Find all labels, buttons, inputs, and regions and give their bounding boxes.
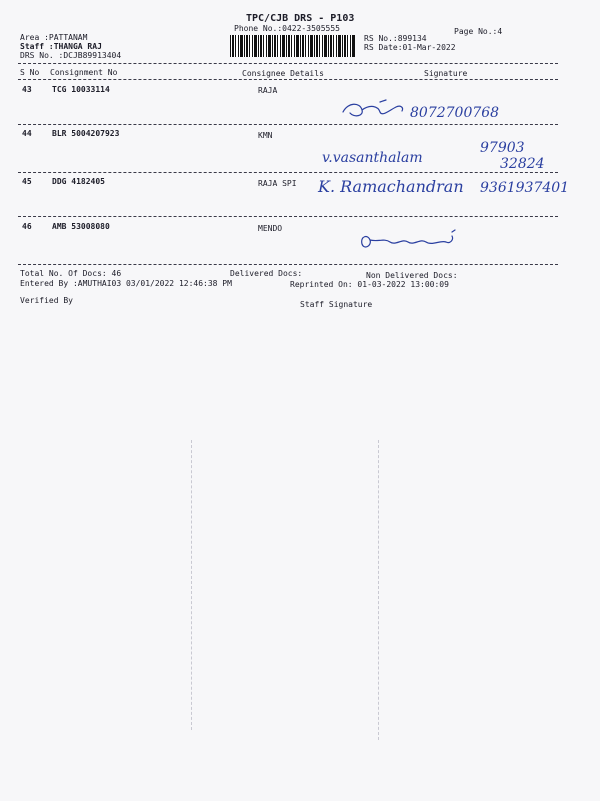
- handwritten-phone: 8072700768: [410, 105, 500, 121]
- row-consignee: RAJA: [258, 86, 278, 95]
- divider: [18, 216, 558, 217]
- row-sno: 43: [22, 85, 32, 94]
- handwritten-name: K. Ramachandran: [318, 177, 464, 196]
- page-number: Page No.:4: [454, 27, 503, 36]
- staff-label: Staff :THANGA RAJ: [20, 42, 102, 51]
- rs-number: RS No.:899134: [364, 34, 427, 43]
- divider: [18, 172, 558, 173]
- column-header-signature: Signature: [424, 69, 468, 78]
- drs-number: DRS No. :DCJB89913404: [20, 51, 122, 60]
- rs-date: RS Date:01-Mar-2022: [364, 43, 456, 52]
- non-delivered-docs: Non Delivered Docs:: [366, 271, 458, 280]
- divider: [18, 63, 558, 64]
- delivered-docs: Delivered Docs:: [230, 269, 303, 278]
- signature-scribble-43: [340, 98, 410, 122]
- scan-artifact-line: [378, 440, 379, 740]
- barcode: [230, 35, 355, 57]
- total-docs: Total No. Of Docs: 46: [20, 269, 122, 278]
- column-header-consignee: Consignee Details: [242, 69, 324, 78]
- reprinted-on: Reprinted On: 01-03-2022 13:00:09: [290, 280, 449, 289]
- row-consignee: KMN: [258, 131, 273, 140]
- phone-number: Phone No.:0422-3505555: [234, 24, 340, 33]
- signature-scribble-46: [356, 228, 466, 254]
- scan-artifact-line: [191, 440, 192, 730]
- row-consignment: TCG 10033114: [52, 85, 110, 94]
- entered-by: Entered By :AMUTHAI03 03/01/2022 12:46:38 PM: [20, 279, 232, 288]
- row-consignment: AMB 53008080: [52, 222, 110, 231]
- handwritten-name: v.vasanthalam: [322, 150, 423, 166]
- row-sno: 44: [22, 129, 32, 138]
- row-consignment: BLR 5004207923: [52, 129, 120, 138]
- handwritten-number: 97903: [480, 140, 525, 156]
- divider: [18, 124, 558, 125]
- document-title: TPC/CJB DRS - P103: [246, 13, 355, 24]
- row-sno: 46: [22, 222, 32, 231]
- staff-signature: Staff Signature: [300, 300, 373, 309]
- area-label: Area :PATTANAM: [20, 33, 88, 42]
- handwritten-number: 32824: [500, 156, 545, 172]
- verified-by: Verified By: [20, 296, 73, 305]
- column-header-sno: S No: [20, 68, 40, 77]
- row-consignee: MENDO: [258, 224, 283, 233]
- row-consignment: DDG 4182405: [52, 177, 105, 186]
- divider: [18, 264, 558, 265]
- column-header-consignment: Consignment No: [50, 68, 118, 77]
- handwritten-phone: 9361937401: [480, 180, 570, 196]
- row-sno: 45: [22, 177, 32, 186]
- row-consignee: RAJA SPI: [258, 179, 297, 188]
- divider: [18, 79, 558, 80]
